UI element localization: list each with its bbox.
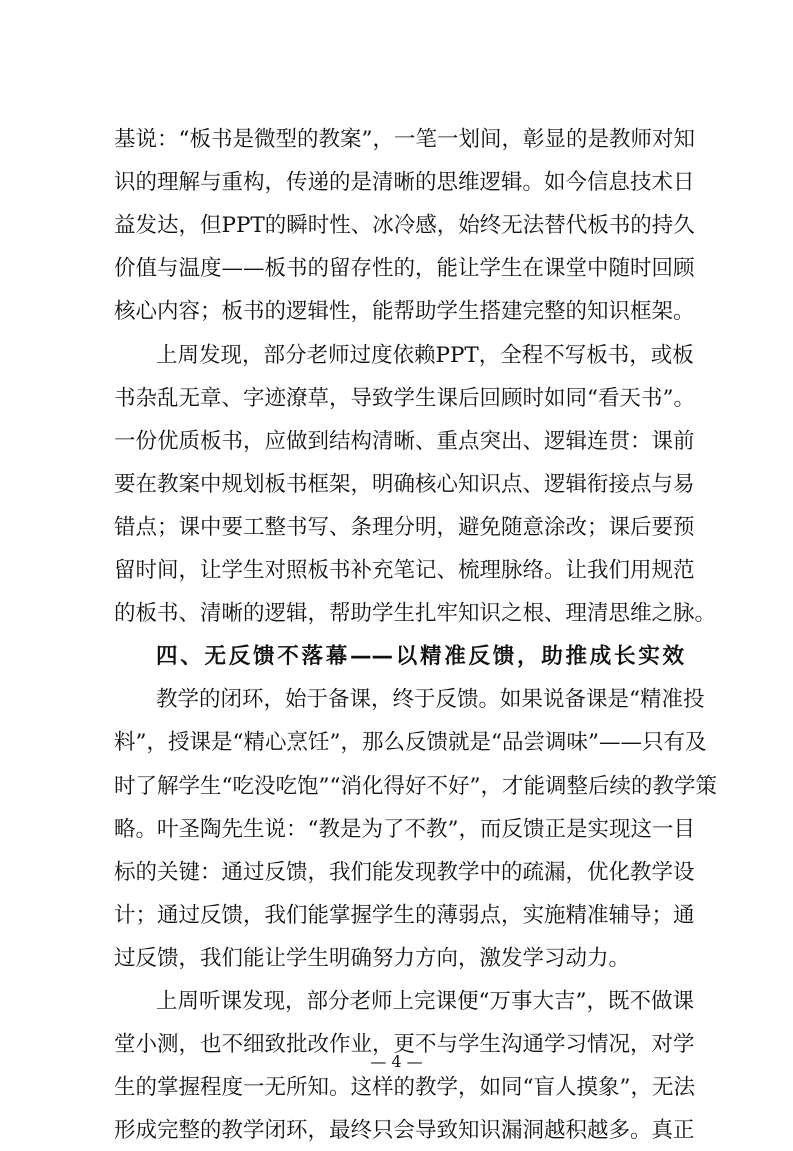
body-text-line: 识的理解与重构，传递的是清晰的思维逻辑。如今信息技术日 <box>114 170 695 195</box>
body-text-line: 的板书、清晰的逻辑，帮助学生扎牢知识之根、理清思维之脉。 <box>114 601 717 626</box>
body-text-line: 益发达，但PPT的瞬时性、冰冷感，始终无法替代板书的持久 <box>114 213 695 238</box>
body-text-line: 时了解学生“吃没吃饱”“消化得好不好”，才能调整后续的教学策 <box>114 774 717 799</box>
body-text-line: 料”，授课是“精心烹饪”，那么反馈就是“品尝调味”——只有及 <box>114 730 707 755</box>
body-text-line: 核心内容；板书的逻辑性，能帮助学生搭建完整的知识框架。 <box>114 299 695 324</box>
body-text-line: 上周听课发现，部分老师上完课便“万事大吉”，既不做课 <box>156 989 694 1014</box>
page-number: — 4 — <box>370 1052 423 1071</box>
body-text-line: 标的关键：通过反馈，我们能发现教学中的疏漏，优化教学设 <box>114 860 695 885</box>
body-text-line: 过反馈，我们能让学生明确努力方向，激发学习动力。 <box>114 946 631 971</box>
body-text-line: 形成完整的教学闭环，最终只会导致知识漏洞越积越多。真正 <box>114 1118 695 1143</box>
body-text-line: 基说：“板书是微型的教案”，一笔一划间，彰显的是教师对知 <box>114 127 695 152</box>
body-text-line: 生的掌握程度一无所知。这样的教学，如同“盲人摸象”，无法 <box>114 1075 695 1100</box>
body-text-line: 错点；课中要工整书写、条理分明，避免随意涂改；课后要预 <box>114 515 695 540</box>
body-text-line: 书杂乱无章、字迹潦草，导致学生课后回顾时如同“看天书”。 <box>114 386 695 411</box>
body-text-line: 一份优质板书，应做到结构清晰、重点突出、逻辑连贯：课前 <box>114 429 695 454</box>
body-text-line: 计；通过反馈，我们能掌握学生的薄弱点，实施精准辅导；通 <box>114 903 695 928</box>
body-text-line: 价值与温度——板书的留存性的，能让学生在课堂中随时回顾 <box>114 256 695 281</box>
body-text-line: 教学的闭环，始于备课，终于反馈。如果说备课是“精准投 <box>156 687 705 712</box>
body-text-line: 略。叶圣陶先生说：“教是为了不教”，而反馈正是实现这一目 <box>114 817 695 842</box>
section-heading: 四、无反馈不落幕——以精准反馈，助推成长实效 <box>156 644 684 669</box>
body-text-line: 留时间，让学生对照板书补充笔记、梳理脉络。让我们用规范 <box>114 558 695 583</box>
body-text-line: 上周发现，部分老师过度依赖PPT，全程不写板书，或板 <box>156 343 694 368</box>
body-text-line: 堂小测，也不细致批改作业，更不与学生沟通学习情况，对学 <box>114 1032 695 1057</box>
body-text-line: 要在教案中规划板书框架，明确核心知识点、逻辑衔接点与易 <box>114 472 695 497</box>
